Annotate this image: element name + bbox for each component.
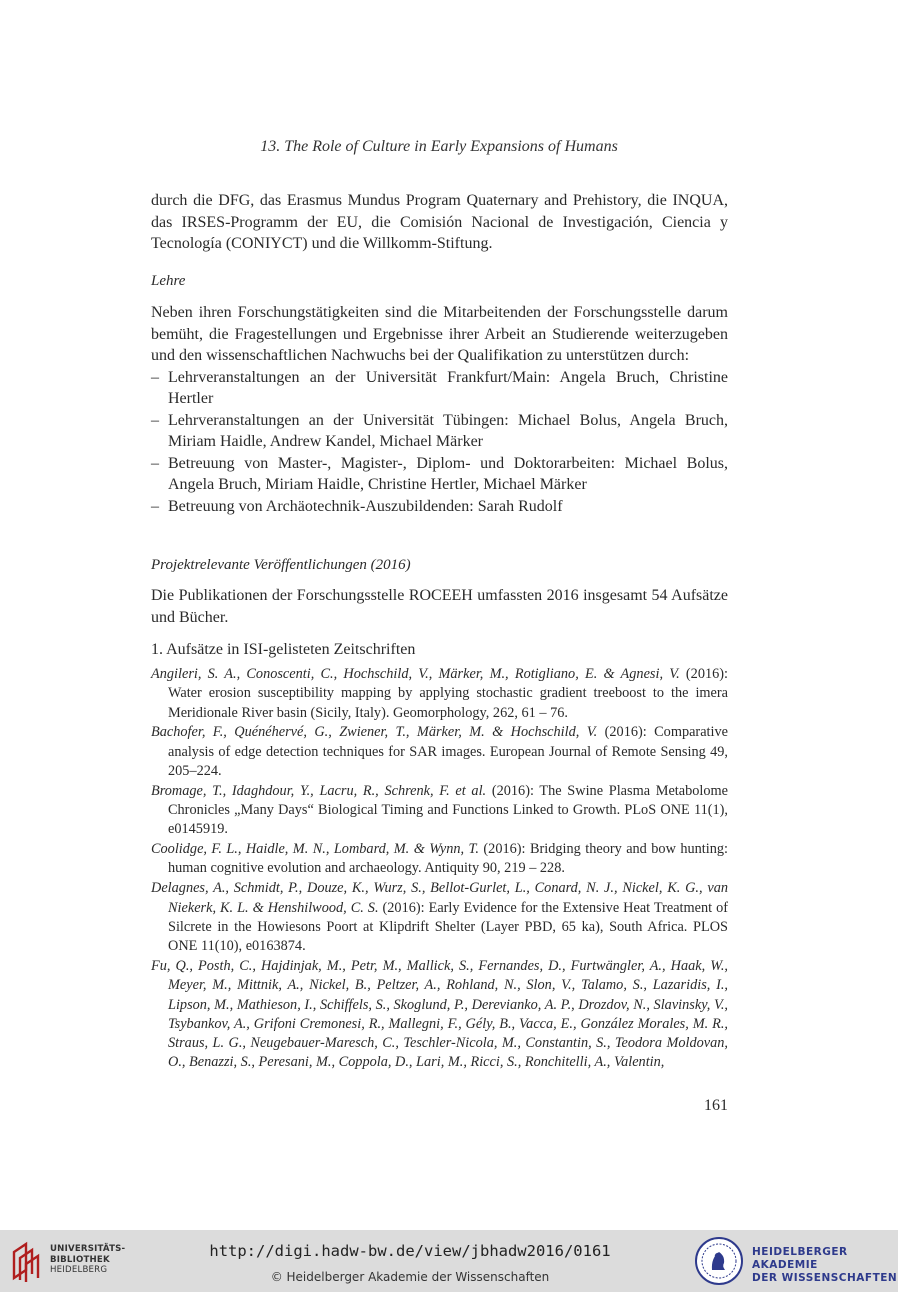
reference-entry <box>151 879 728 956</box>
lehre-list-item: – Betreuung von Master-, Magister-, Diplom- und Doktorarbeiten: Michael Bolus, Angela Bruch, Miriam Haidle, Christine Hertler, Michael Märker <box>151 453 728 496</box>
reference-details: (2016): Bridging theory and bow hunting: human cognitive evolution and archaeology. Antiquity 90, 219 – 228. <box>168 841 728 877</box>
footer-bar <box>0 1230 898 1292</box>
copyright-notice: © Heidelberger Akademie der Wissenschaften <box>270 1270 550 1284</box>
publications-paragraph: Die Publikationen der Forschungsstelle ROCEEH umfassten 2016 insgesamt 54 Aufsätze und Bücher. <box>151 587 728 626</box>
lehre-heading: Lehre <box>151 273 186 289</box>
reference-authors: Angileri, S. A., Conoscenti, C., Hochschild, V., Märker, M., Rotigliano, E. & Agnesi, V. <box>151 666 680 682</box>
reference-entry <box>151 782 728 840</box>
reference-details: (2016): Water erosion susceptibility mapping by applying stochastic gradient treeboost to the imera Meridionale River basin (Sicily, Italy). Geomorphology, 262, 61 – 76. <box>168 666 728 721</box>
academy-name-line: HEIDELBERGER AKADEMIE <box>752 1246 848 1271</box>
lehre-list-item: – Betreuung von Archäotechnik-Auszubildenden: Sarah Rudolf <box>151 496 728 518</box>
publications-heading: Projektrelevante Veröffentlichungen (2016) <box>151 557 411 573</box>
academy-name-line: DER WISSENSCHAFTEN <box>752 1272 898 1284</box>
reference-entry <box>151 957 728 1073</box>
academy-name <box>752 1246 898 1285</box>
reference-entry <box>151 665 728 723</box>
permalink-url[interactable]: http://digi.hadw-bw.de/view/jbhadw2016/0161 <box>209 1242 611 1260</box>
university-library-logo-icon <box>8 1238 46 1284</box>
reference-authors: Bromage, T., Idaghdour, Y., Lacru, R., Schrenk, F. et al. <box>151 782 487 799</box>
publications-paragraph-block <box>151 585 728 628</box>
reference-entry <box>151 840 728 879</box>
isi-subheading-block <box>151 639 728 660</box>
library-name-line: HEIDELBERG <box>50 1265 108 1275</box>
lehre-heading-block <box>151 271 728 291</box>
reference-details: (2016): Comparative analysis of edge detection techniques for SAR images. European Journal of Remote Sensing 49, 205–224. <box>168 724 728 779</box>
reference-details: (2016): The Swine Plasma Metabolome Chronicles „Many Days“ Biological Timing and Functions Linked to Growth. PLoS ONE 11(1), e0145919. <box>168 782 729 838</box>
publications-heading-block <box>151 555 728 575</box>
reference-authors: Coolidge, F. L., Haidle, M. N., Lombard, M. & Wynn, T. <box>151 841 479 858</box>
reference-details: (2016): Early Evidence for the Extensive Heat Treatment of Silcrete in the Howiesons Poort at Klipdrift Shelter (Layer PBD, 65 ka), South Africa. PLOS ONE 11(10), e0163874. <box>168 899 728 955</box>
library-name-line: UNIVERSITÄTS- <box>50 1244 126 1254</box>
lehre-paragraph: Neben ihren Forschungstätigkeiten sind die Mitarbeitenden der Forschungsstelle darum bemüht, die Fragestellungen und Ergebnisse ihrer Arbeit an Studierende weiterzugeben und den wissenschaftlichen Nachwuchs bei der Qualifikation zu unterstützen durch: <box>151 304 728 364</box>
reference-authors: Fu, Q., Posth, C., Hajdinjak, M., Petr, M., Mallick, S., Fernandes, D., Furtwängler, A., Haak, W., Meyer, M., Mittnik, A., Nickel, B., Peltzer, A., Rohland, N., Slon, V., Talamo, S., Lazaridis, I., Lipson, M., Mathieson, I., Schiffels, S., Skoglund, P., Derevianko, A. P., Drozdov, N., Slavinsky, V., Tsybankov, A., Grifoni Cremonesi, R., Mallegni, F., Gély, B., Vacca, E., González Morales, M. R., Straus, L. G., Neugebauer-Maresch, C., Teschler-Nicola, M., Constantin, S., Teodora Moldovan, O., Benazzi, S., Peresani, M., Coppola, D., Lari, M., Ricci, S., Ronchitelli, A., Valentin, <box>151 957 728 1071</box>
isi-subheading: 1. Aufsätze in ISI-gelisteten Zeitschriften <box>151 641 416 658</box>
library-name-line: BIBLIOTHEK <box>50 1254 110 1265</box>
page-number: 161 <box>704 1097 728 1114</box>
running-head: 13. The Role of Culture in Early Expansions of Humans <box>260 138 618 155</box>
reference-authors: Delagnes, A., Schmidt, P., Douze, K., Wurz, S., Bellot-Gurlet, L., Conard, N. J., Nickel, K. G., van Niekerk, K. L. & Henshilwood, C. S. <box>151 880 728 916</box>
lehre-list <box>151 367 728 518</box>
reference-authors: Bachofer, F., Quénéhervé, G., Zwiener, T., Märker, M. & Hochschild, V. <box>151 724 598 741</box>
lehre-list-item: – Lehrveranstaltungen an der Universität Tübingen: Michael Bolus, Angela Bruch, Miriam Haidle, Andrew Kandel, Michael Märker <box>151 410 728 453</box>
lehre-list-item: – Lehrveranstaltungen an der Universität Frankfurt/Main: Angela Bruch, Christine Hertler <box>151 367 728 410</box>
reference-list <box>151 665 728 1073</box>
lehre-section <box>151 302 728 517</box>
intro-paragraph-block <box>151 190 728 255</box>
reference-entry <box>151 723 728 781</box>
university-library-name <box>50 1244 125 1276</box>
academy-seal-icon <box>694 1236 744 1286</box>
intro-paragraph: durch die DFG, das Erasmus Mundus Program Quaternary and Prehistory, die INQUA, das IRSES-Programm der EU, die Comisión Nacional de Investigación, Ciencia y Tecnología (CONIYCT) und die Willkomm-Stiftung. <box>151 192 728 252</box>
